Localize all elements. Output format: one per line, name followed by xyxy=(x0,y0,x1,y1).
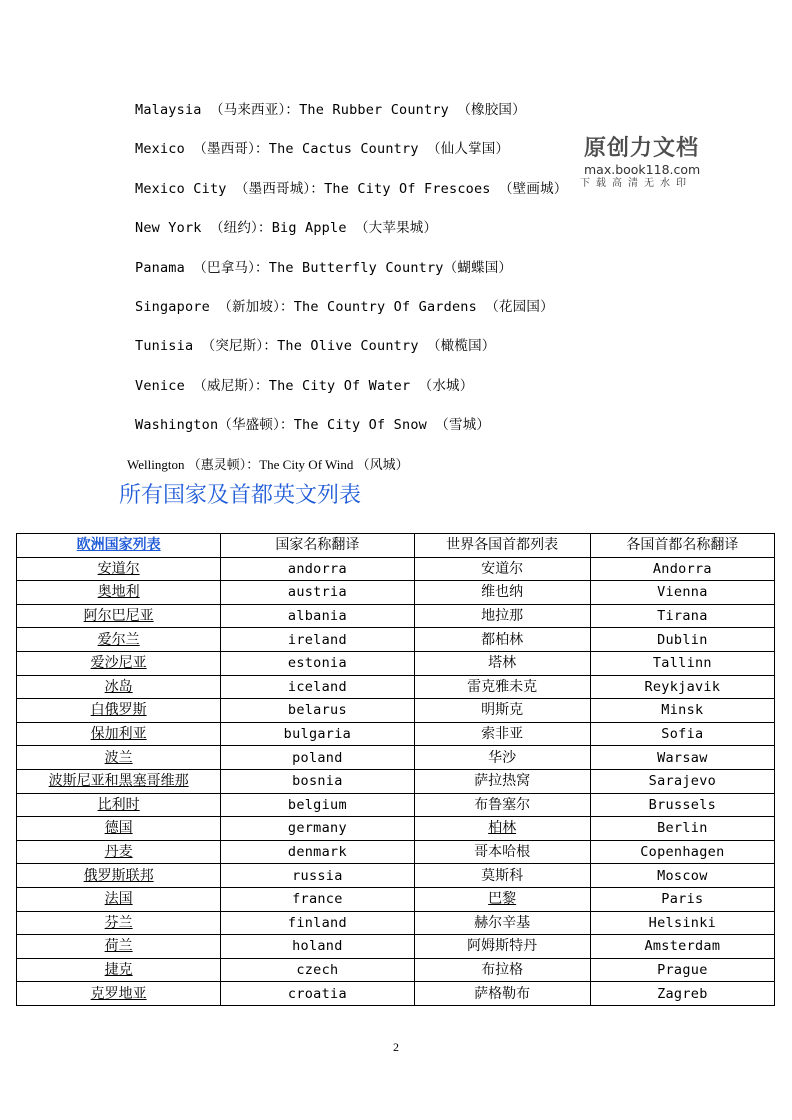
capital-cn: 维也纳 xyxy=(481,584,524,601)
capital-en-cell xyxy=(590,958,774,982)
capital-en-cell xyxy=(590,651,774,675)
header-world-capitals-text: 世界各国首都列表 xyxy=(446,537,559,554)
table-row xyxy=(17,864,775,888)
capital-en: Sofia xyxy=(661,726,704,743)
capital-cn: 地拉那 xyxy=(481,608,524,625)
country-cn-link-cell[interactable] xyxy=(17,699,221,723)
capital-cn: 安道尔 xyxy=(481,560,524,577)
table-row xyxy=(17,982,775,1006)
capital-cn-cell xyxy=(414,581,590,605)
country-cn-link-cell[interactable] xyxy=(17,604,221,628)
country-en: ireland xyxy=(287,631,347,648)
country-cn-link[interactable]: 白俄罗斯 xyxy=(90,702,147,719)
capital-en-cell xyxy=(590,864,774,888)
country-cn-link[interactable]: 比利时 xyxy=(97,796,140,813)
country-cn-link[interactable]: 克罗地亚 xyxy=(90,985,147,1002)
countries-table xyxy=(16,533,775,1006)
country-cn-link[interactable]: 波兰 xyxy=(104,749,133,766)
capital-en: Moscow xyxy=(657,867,708,884)
capital-cn: 巴黎 xyxy=(488,891,517,908)
country-cn-link-cell[interactable] xyxy=(17,581,221,605)
capital-en: Zagreb xyxy=(657,985,708,1002)
capital-en-cell xyxy=(590,604,774,628)
capital-en-cell xyxy=(590,935,774,959)
nickname-line-washington: Washington（华盛顿）：The City Of Snow （雪城） xyxy=(135,417,491,433)
country-cn-link-cell[interactable] xyxy=(17,911,221,935)
table-row xyxy=(17,817,775,841)
capital-cn: 雷克雅未克 xyxy=(467,678,538,695)
country-cn-link[interactable]: 冰岛 xyxy=(104,678,133,695)
capital-en-cell xyxy=(590,722,774,746)
country-en-cell xyxy=(221,722,414,746)
country-en-cell xyxy=(221,769,414,793)
country-en-cell xyxy=(221,675,414,699)
table-row xyxy=(17,722,775,746)
country-en: france xyxy=(292,891,343,908)
capital-cn-cell xyxy=(414,746,590,770)
page-number: 2 xyxy=(393,1040,399,1054)
country-cn-link[interactable]: 俄罗斯联邦 xyxy=(83,867,154,884)
capital-en: Tirana xyxy=(657,608,708,625)
capital-cn-cell xyxy=(414,769,590,793)
country-en-cell xyxy=(221,982,414,1006)
capital-en-cell xyxy=(590,982,774,1006)
nickname-line-venice: Venice （威尼斯）：The City Of Water （水城） xyxy=(135,378,474,394)
country-en: bosnia xyxy=(292,773,343,790)
capital-en-cell xyxy=(590,746,774,770)
header-capital-translation xyxy=(590,534,774,558)
header-capital-translation-text: 各国首都名称翻译 xyxy=(626,537,739,554)
country-en: belgium xyxy=(287,796,347,813)
country-en: russia xyxy=(292,867,343,884)
capital-en: Prague xyxy=(657,961,708,978)
capital-cn: 塔林 xyxy=(488,655,517,672)
country-en: germany xyxy=(287,820,347,837)
country-en-cell xyxy=(221,699,414,723)
table-row xyxy=(17,840,775,864)
country-cn-link-cell[interactable] xyxy=(17,746,221,770)
capital-en: Berlin xyxy=(657,820,708,837)
capital-en-cell xyxy=(590,887,774,911)
capital-en-cell xyxy=(590,840,774,864)
table-row xyxy=(17,581,775,605)
table-row xyxy=(17,628,775,652)
capital-en-cell xyxy=(590,911,774,935)
country-en: albania xyxy=(287,608,347,625)
table-row xyxy=(17,675,775,699)
capital-cn-cell xyxy=(414,793,590,817)
capital-en: Dublin xyxy=(657,631,708,648)
capital-en-cell xyxy=(590,699,774,723)
country-cn-link[interactable]: 捷克 xyxy=(104,961,133,978)
capital-cn-cell xyxy=(414,604,590,628)
capital-cn-cell xyxy=(414,958,590,982)
capital-cn: 赫尔辛基 xyxy=(474,914,531,931)
capital-cn: 明斯克 xyxy=(481,702,524,719)
country-cn-link-cell[interactable] xyxy=(17,887,221,911)
capital-en: Brussels xyxy=(648,796,717,813)
country-cn-link-cell[interactable] xyxy=(17,769,221,793)
nickname-line-singapore: Singapore （新加坡）：The Country Of Gardens （花园国） xyxy=(135,299,554,315)
header-europe-countries[interactable] xyxy=(17,534,221,558)
country-en-cell xyxy=(221,581,414,605)
country-cn-link[interactable]: 爱尔兰 xyxy=(97,631,140,648)
country-en-cell xyxy=(221,887,414,911)
watermark-subtitle: 下载高清无水印 xyxy=(580,178,692,189)
capital-en-cell xyxy=(590,628,774,652)
country-en: iceland xyxy=(287,678,347,695)
country-en-cell xyxy=(221,746,414,770)
section-title: 所有国家及首都英文列表 xyxy=(119,483,362,508)
capital-cn-cell xyxy=(414,887,590,911)
country-cn-link-cell[interactable] xyxy=(17,982,221,1006)
capital-en-cell xyxy=(590,557,774,581)
table-row xyxy=(17,557,775,581)
country-en: austria xyxy=(287,584,347,601)
capital-cn-cell xyxy=(414,864,590,888)
country-en: denmark xyxy=(287,844,347,861)
capital-en: Minsk xyxy=(661,702,704,719)
capital-cn-cell xyxy=(414,817,590,841)
capital-en: Reykjavik xyxy=(644,678,721,695)
capital-cn: 萨拉热窝 xyxy=(474,773,531,790)
country-cn-link-cell[interactable] xyxy=(17,958,221,982)
capital-cn: 阿姆斯特丹 xyxy=(467,938,538,955)
country-cn-link[interactable]: 爱沙尼亚 xyxy=(90,655,147,672)
capital-cn-cell xyxy=(414,557,590,581)
country-cn-link-cell[interactable] xyxy=(17,793,221,817)
capital-cn: 萨格勒布 xyxy=(474,985,531,1002)
capital-en: Tallinn xyxy=(652,655,712,672)
country-en: andorra xyxy=(287,560,347,577)
table-row xyxy=(17,746,775,770)
capital-en: Paris xyxy=(661,891,704,908)
country-cn-link-cell[interactable] xyxy=(17,935,221,959)
country-cn-link-cell[interactable] xyxy=(17,557,221,581)
country-cn-link-cell[interactable] xyxy=(17,651,221,675)
country-cn-link[interactable]: 法国 xyxy=(104,891,133,908)
nickname-line-mexico-city: Mexico City （墨西哥城）：The City Of Frescoes （壁画城） xyxy=(135,181,568,197)
table-header-row xyxy=(17,534,775,558)
table-row xyxy=(17,958,775,982)
country-cn-link-cell[interactable] xyxy=(17,722,221,746)
country-cn-link-cell[interactable] xyxy=(17,864,221,888)
capital-en: Vienna xyxy=(657,584,708,601)
capital-cn: 都柏林 xyxy=(481,631,524,648)
capital-en-cell xyxy=(590,769,774,793)
capital-cn: 莫斯科 xyxy=(481,867,524,884)
capital-cn: 布鲁塞尔 xyxy=(474,796,531,813)
table-row xyxy=(17,887,775,911)
nickname-line-panama: Panama （巴拿马）：The Butterfly Country（蝴蝶国） xyxy=(135,260,513,276)
capital-cn-cell xyxy=(414,982,590,1006)
capital-en-cell xyxy=(590,793,774,817)
capital-en: Sarajevo xyxy=(648,773,717,790)
table-row xyxy=(17,769,775,793)
country-cn-link[interactable]: 丹麦 xyxy=(104,844,133,861)
country-en: holand xyxy=(292,938,343,955)
country-en-cell xyxy=(221,817,414,841)
country-en-cell xyxy=(221,958,414,982)
capital-cn-cell xyxy=(414,935,590,959)
country-en: estonia xyxy=(287,655,347,672)
country-cn-link[interactable]: 阿尔巴尼亚 xyxy=(83,608,154,625)
capital-en: Andorra xyxy=(652,560,712,577)
country-cn-link-cell[interactable] xyxy=(17,840,221,864)
capital-en: Helsinki xyxy=(648,914,717,931)
country-cn-link[interactable]: 德国 xyxy=(104,820,133,837)
country-en: poland xyxy=(292,749,343,766)
country-en-cell xyxy=(221,604,414,628)
nickname-line-malaysia: Malaysia （马来西亚）：The Rubber Country （橡胶国） xyxy=(135,102,526,118)
capital-cn-cell xyxy=(414,651,590,675)
capital-en: Warsaw xyxy=(657,749,708,766)
capital-cn-cell xyxy=(414,699,590,723)
country-cn-link-cell[interactable] xyxy=(17,675,221,699)
capital-cn-cell xyxy=(414,722,590,746)
capital-cn: 哥本哈根 xyxy=(474,844,531,861)
capital-cn: 柏林 xyxy=(488,820,517,837)
table-row xyxy=(17,604,775,628)
capital-cn: 布拉格 xyxy=(481,961,524,978)
country-cn-link-cell[interactable] xyxy=(17,628,221,652)
country-en-cell xyxy=(221,911,414,935)
header-country-translation xyxy=(221,534,414,558)
country-en-cell xyxy=(221,557,414,581)
country-cn-link[interactable]: 芬兰 xyxy=(104,914,133,931)
capital-en-cell xyxy=(590,817,774,841)
country-en-cell xyxy=(221,628,414,652)
capital-cn-cell xyxy=(414,628,590,652)
country-en: belarus xyxy=(287,702,347,719)
country-cn-link-cell[interactable] xyxy=(17,817,221,841)
header-europe-countries-link[interactable]: 欧洲国家列表 xyxy=(76,537,161,554)
country-cn-link[interactable]: 安道尔 xyxy=(97,560,140,577)
capital-cn: 华沙 xyxy=(488,749,517,766)
table-row xyxy=(17,935,775,959)
country-en: czech xyxy=(296,961,339,978)
capital-en-cell xyxy=(590,581,774,605)
watermark-logo xyxy=(580,136,712,191)
capital-cn-cell xyxy=(414,675,590,699)
country-en-cell xyxy=(221,864,414,888)
country-cn-link[interactable]: 保加利亚 xyxy=(90,726,147,743)
nickname-line-wellington: Wellington （惠灵顿）：The City Of Wind （风城） xyxy=(127,457,409,472)
capital-en: Amsterdam xyxy=(644,938,721,955)
watermark-title: 原创力文档 xyxy=(584,136,700,161)
country-en-cell xyxy=(221,935,414,959)
capital-cn: 索非亚 xyxy=(481,726,524,743)
nickname-line-mexico: Mexico （墨西哥）：The Cactus Country （仙人掌国） xyxy=(135,141,510,157)
country-en: finland xyxy=(287,914,347,931)
capital-cn-cell xyxy=(414,840,590,864)
capital-en-cell xyxy=(590,675,774,699)
watermark-url: max.book118.com xyxy=(584,162,701,177)
header-country-translation-text: 国家名称翻译 xyxy=(275,537,360,554)
nickname-line-new-york: New York （纽约）：Big Apple （大苹果城） xyxy=(135,220,438,236)
table-row xyxy=(17,793,775,817)
country-en: bulgaria xyxy=(283,726,352,743)
country-en: croatia xyxy=(287,985,347,1002)
nickname-line-tunisia: Tunisia （突尼斯）：The Olive Country （橄榄国） xyxy=(135,338,496,354)
table-row xyxy=(17,651,775,675)
table-row xyxy=(17,699,775,723)
header-world-capitals xyxy=(414,534,590,558)
country-cn-link[interactable]: 波斯尼亚和黑塞哥维那 xyxy=(48,773,189,790)
country-en-cell xyxy=(221,651,414,675)
capital-en: Copenhagen xyxy=(640,844,725,861)
country-en-cell xyxy=(221,840,414,864)
country-cn-link[interactable]: 奥地利 xyxy=(97,584,140,601)
capital-cn-cell xyxy=(414,911,590,935)
country-cn-link[interactable]: 荷兰 xyxy=(104,938,133,955)
country-en-cell xyxy=(221,793,414,817)
table-row xyxy=(17,911,775,935)
